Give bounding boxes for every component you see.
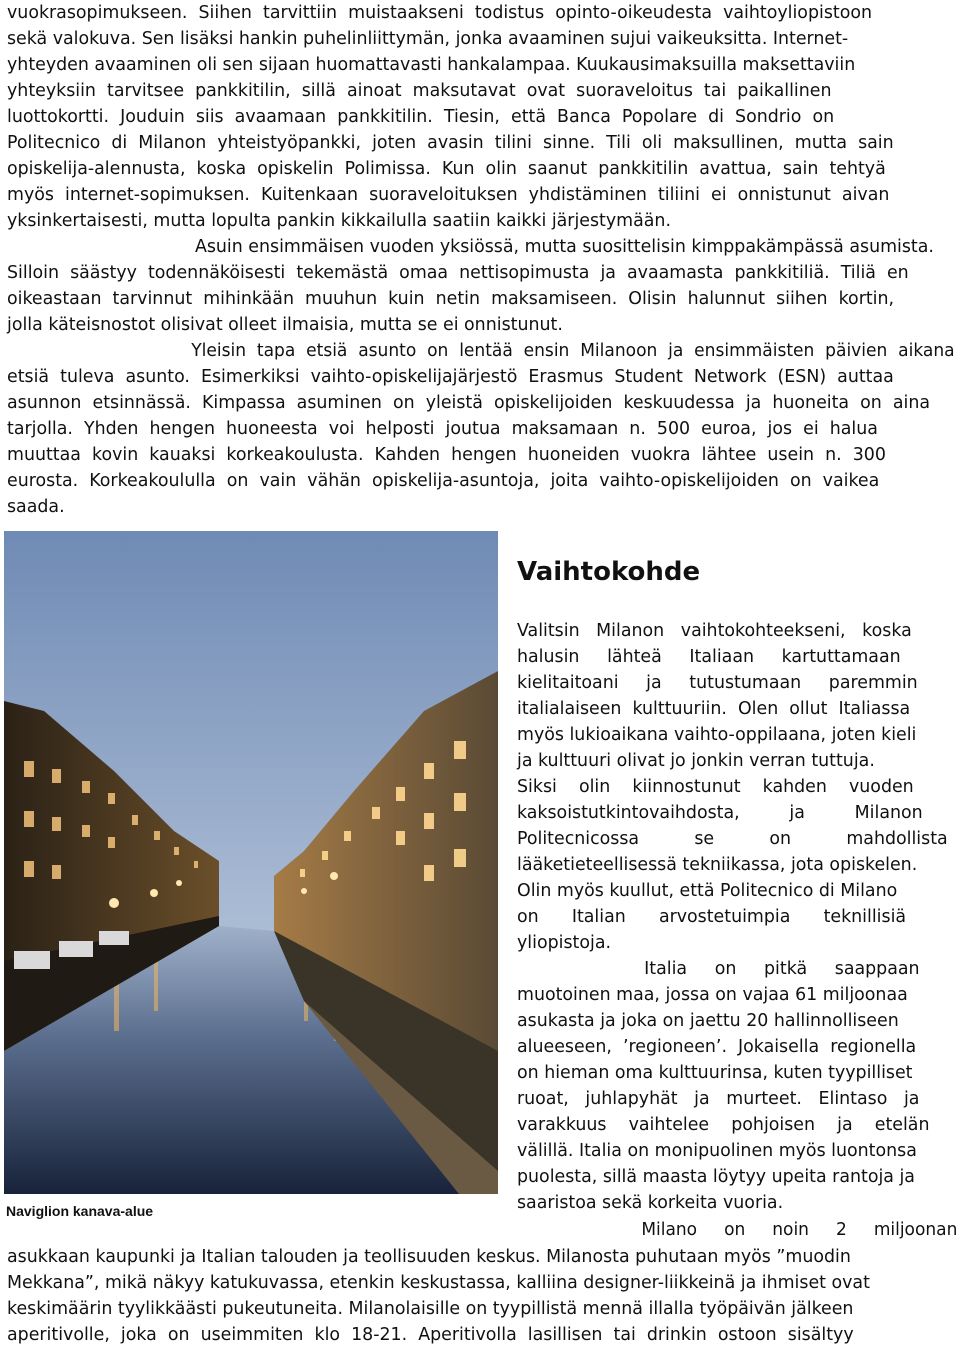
text-line: Siksi olin kiinnostunut kahden vuoden xyxy=(517,777,914,797)
text-line: yhteyksiin tarvitsee pankkitilin, sillä ainoat maksutavat ovat suoraveloitus tai paikallinen xyxy=(7,81,832,101)
text-line: ja kulttuuri olivat jo jonkin verran tuttuja. xyxy=(517,751,875,771)
section-heading: Vaihtokohde xyxy=(517,557,701,587)
text-line: italialaiseen kulttuuriin. Olen ollut Italiassa xyxy=(517,699,911,719)
text-line: etsiä tuleva asunto. Esimerkiksi vaihto-opiskelijajärjestö Erasmus Student Network (ESN) auttaa xyxy=(7,367,894,387)
text-line: eurosta. Korkeakoululla on vain vähän opiskelija-asuntoja, joita vaihto-opiskelijoiden on vaikea xyxy=(7,471,880,491)
text-line: saaristoa sekä korkeita vuoria. xyxy=(517,1193,784,1213)
text-line: Asuin ensimmäisen vuoden yksiössä, mutta suosittelisin kimppakämpässä asumista. xyxy=(7,237,934,257)
text-line: on hieman oma kulttuurinsa, kuten tyypilliset xyxy=(517,1063,913,1083)
canal-photo xyxy=(4,531,498,1194)
text-line: myös lukioaikana vaihto-oppilaana, joten kieli xyxy=(517,725,917,745)
text-line: luottokortti. Jouduin siis avaamaan pankkitilin. Tiesin, että Banca Popolare di Sondrio on xyxy=(7,107,835,127)
text-line: aperitivolle, joka on useimmiten klo 18-21. Aperitivolla lasillisen tai drinkin ostoon sisältyy xyxy=(7,1325,854,1345)
text-line: alueeseen, ’regioneen’. Jokaisella regionella xyxy=(517,1037,917,1057)
text-line: Politecnicossa se on mahdollista xyxy=(517,829,948,849)
text-line: Olin myös kuullut, että Politecnico di Milano xyxy=(517,881,898,901)
text-line: yksinkertaisesti, mutta lopulta pankin kikkailulla saatiin kaikki järjestymään. xyxy=(7,211,671,231)
text-line: saada. xyxy=(7,497,65,517)
text-line: Politecnico di Milanon yhteistyöpankki, joten avasin tilini sinne. Tili oli maksullinen, mutta sain xyxy=(7,133,894,153)
text-line: Italia on pitkä saappaan xyxy=(517,959,920,979)
text-line: yhteyden avaaminen oli sen sijaan huomattavasti hankalampaa. Kuukausimaksuilla maksettaviin xyxy=(7,55,856,75)
text-line: jolla käteisnostot olisivat olleet ilmaisia, mutta se ei onnistunut. xyxy=(7,315,563,335)
text-line: kielitaitoani ja tutustumaan paremmin xyxy=(517,673,918,693)
text-line: tarjolla. Yhden hengen huoneesta voi helposti joutua maksamaan n. 500 euroa, jos ei halua xyxy=(7,419,878,439)
text-line: on Italian arvostetuimpia teknillisiä xyxy=(517,907,907,927)
text-line: kaksoistutkintovaihdosta, ja Milanon xyxy=(517,803,923,823)
text-line: Valitsin Milanon vaihtokohteekseni, koska xyxy=(517,621,912,641)
text-line: vuokrasopimukseen. Siihen tarvittiin muistaakseni todistus opinto-oikeudesta vaihtoyliopistoon xyxy=(7,3,872,23)
text-line: Silloin säästyy todennäköisesti tekemästä omaa nettisopimusta ja avaamasta pankkitiliä. Tiliä en xyxy=(7,263,909,283)
text-line: muuttaa kovin kauaksi korkeakoulusta. Kahden hengen huoneiden vuokra lähtee usein n. 300 xyxy=(7,445,886,465)
text-line: lääketieteellisessä tekniikassa, jota opiskelen. xyxy=(517,855,918,875)
text-line: asukkaan kaupunki ja Italian talouden ja teollisuuden keskus. Milanosta puhutaan myös ”muodin xyxy=(7,1247,851,1267)
text-line: ruoat, juhlapyhät ja murteet. Elintaso ja xyxy=(517,1089,920,1109)
text-line: Yleisin tapa etsiä asunto on lentää ensin Milanoon ja ensimmäisten päivien aikana xyxy=(7,341,955,361)
text-line: halusin lähteä Italiaan kartuttamaan xyxy=(517,647,901,667)
text-line: yliopistoja. xyxy=(517,933,612,953)
text-line: oikeastaan tarvinnut mihinkään muuhun kuin netin maksamiseen. Olisin halunnut siihen kortin, xyxy=(7,289,895,309)
text-line: myös internet-sopimuksen. Kuitenkaan suoraveloituksen yhdistäminen tiliini ei onnistunut aivan xyxy=(7,185,890,205)
photo-caption: Naviglion kanava-alue xyxy=(6,1203,154,1219)
text-line: opiskelija-alennusta, koska opiskelin Polimissa. Kun olin saanut pankkitilin avattua, sain tehtyä xyxy=(7,159,886,179)
text-line: sekä valokuva. Sen lisäksi hankin puhelinliittymän, jonka avaaminen sujui vaikeuksitta. Internet- xyxy=(7,29,849,49)
text-line: asunnon etsinnässä. Kimpassa asuminen on yleistä opiskelijoiden keskuudessa ja huoneita on aina xyxy=(7,393,931,413)
text-line: muotoinen maa, jossa on vajaa 61 miljoonaa xyxy=(517,985,908,1005)
text-line: asukasta ja joka on jaettu 20 hallinnolliseen xyxy=(517,1011,899,1031)
text-line: keskimäärin tyylikkäästi pukeutuneita. Milanolaisille on tyypillistä mennä illalla työpäivän jälkeen xyxy=(7,1299,854,1319)
text-line: Mekkana”, mikä näkyy katukuvassa, etenkin keskustassa, kalliina designer-liikkeinä ja ihmiset ovat xyxy=(7,1273,870,1293)
text-line: Milano on noin 2 miljoonan xyxy=(517,1220,958,1240)
text-line: puolesta, sillä maasta löytyy upeita rantoja ja xyxy=(517,1167,915,1187)
text-line: varakkuus vaihtelee pohjoisen ja etelän xyxy=(517,1115,930,1135)
text-line: välillä. Italia on monipuolinen myös luontonsa xyxy=(517,1141,917,1161)
